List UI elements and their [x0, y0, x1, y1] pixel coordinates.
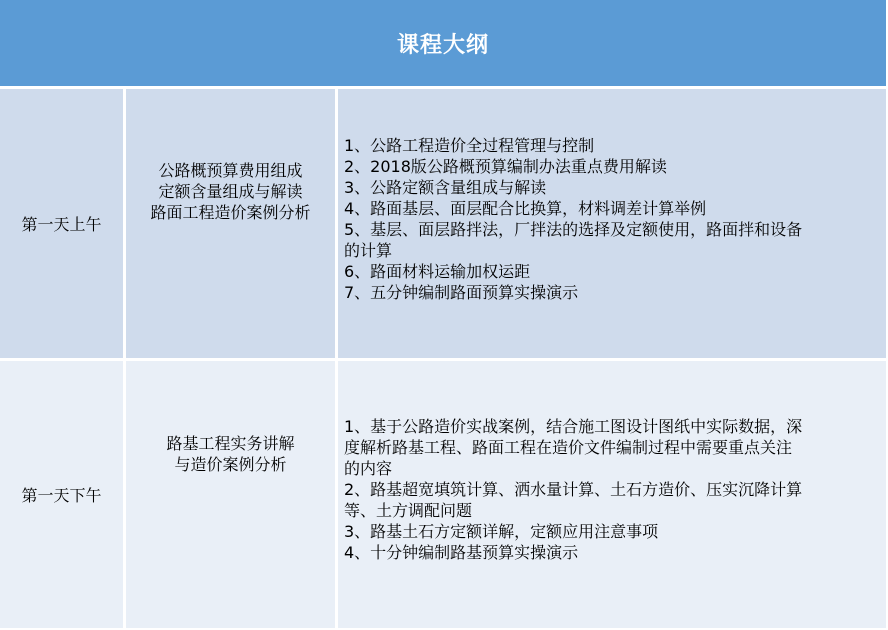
topic-cell — [126, 361, 335, 628]
content-line: 等、土方调配问题 — [344, 501, 473, 520]
content-cell — [338, 361, 886, 628]
content-line: 4、路面基层、面层配合比换算，材料调差计算举例 — [344, 199, 707, 218]
topic-line: 公路概预算费用组成 — [158, 161, 303, 180]
topic-line: 路面工程造价案例分析 — [150, 203, 311, 222]
content-line: 1、公路工程造价全过程管理与控制 — [344, 136, 595, 155]
content-line: 2、2018版公路概预算编制办法重点费用解读 — [344, 157, 667, 176]
content-line: 4、十分钟编制路基预算实操演示 — [344, 543, 579, 562]
content-cell — [338, 89, 886, 358]
session-cell: 第一天下午 — [0, 361, 123, 628]
content-line: 5、基层、面层路拌法，厂拌法的选择及定额使用，路面拌和设备 — [344, 220, 803, 239]
table-title: 课程大纲 — [0, 0, 886, 86]
content-line: 的计算 — [344, 241, 393, 260]
topic-line: 定额含量组成与解读 — [158, 182, 303, 201]
content-line: 度解析路基工程、路面工程在造价文件编制过程中需要重点关注 — [344, 438, 793, 457]
content-line: 3、公路定额含量组成与解读 — [344, 178, 547, 197]
content-line: 6、路面材料运输加权运距 — [344, 262, 531, 281]
table-row — [0, 361, 886, 628]
content-line: 3、路基土石方定额详解，定额应用注意事项 — [344, 522, 659, 541]
topic-line: 与造价案例分析 — [174, 455, 287, 474]
table-row — [0, 89, 886, 358]
topic-cell — [126, 89, 335, 358]
content-line: 的内容 — [344, 459, 393, 478]
session-cell: 第一天上午 — [0, 89, 123, 358]
content-line: 2、路基超宽填筑计算、洒水量计算、土石方造价、压实沉降计算 — [344, 480, 803, 499]
content-line: 1、基于公路造价实战案例，结合施工图设计图纸中实际数据，深 — [344, 417, 803, 436]
topic-line: 路基工程实务讲解 — [166, 434, 295, 453]
content-line: 7、五分钟编制路面预算实操演示 — [344, 283, 579, 302]
